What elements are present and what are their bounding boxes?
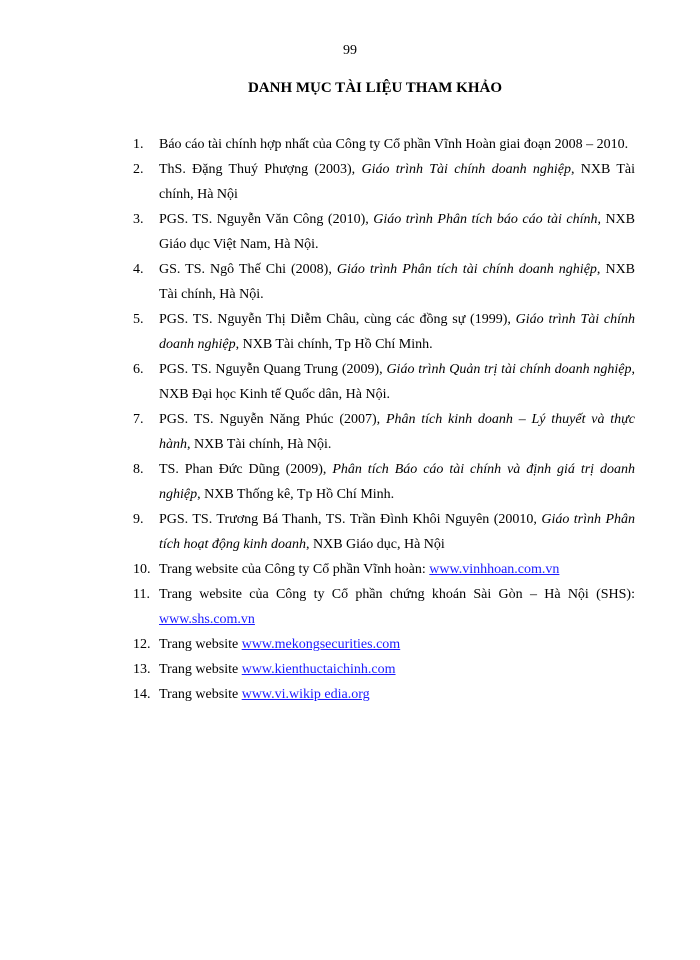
reference-author: PGS. TS. Trương Bá Thanh, TS. Trần Đình Khôi Nguyên (20010, xyxy=(159,512,542,527)
reference-number: 13. xyxy=(133,662,151,677)
website-label: Trang website xyxy=(159,637,242,652)
reference-number: 12. xyxy=(133,637,151,652)
reference-item xyxy=(133,357,635,407)
reference-publisher: , NXB Giáo dục, Hà Nội xyxy=(306,537,445,552)
reference-title: Phân tích Báo cáo tài chính và định giá trị doanh nghiệp xyxy=(159,462,636,502)
reference-item xyxy=(133,132,635,157)
website-item xyxy=(133,557,635,582)
reference-title: Giáo trình Phân tích tài chính doanh nghiệp xyxy=(336,262,597,277)
reference-publisher: , NXB Tài chính, Hà Nội xyxy=(159,162,636,202)
website-item xyxy=(133,632,635,657)
reference-item xyxy=(133,157,635,207)
website-label: Trang website của Công ty Cổ phần chứng khoán Sài Gòn – Hà Nội (SHS): xyxy=(159,587,635,602)
website-label: Trang website xyxy=(159,687,242,702)
reference-number: 7. xyxy=(133,412,144,427)
reference-title: Giáo trình Phân tích hoạt động kinh doanh xyxy=(159,512,636,552)
page-title: DANH MỤC TÀI LIỆU THAM KHẢO xyxy=(247,80,503,96)
reference-publisher: , NXB Đại học Kinh tế Quốc dân, Hà Nội. xyxy=(159,362,635,402)
reference-number: 4. xyxy=(133,262,144,277)
website-link[interactable]: www.vinhhoan.com.vn xyxy=(429,562,560,577)
reference-number: 5. xyxy=(133,312,144,327)
reference-title: Phân tích kinh doanh – Lý thuyết và thực hành xyxy=(159,412,635,452)
reference-publisher: , NXB Tài chính, Hà Nội. xyxy=(159,262,636,302)
page-number: 99 xyxy=(343,43,357,58)
reference-title: Giáo trình Tài chính doanh nghiệp xyxy=(159,312,635,352)
reference-author: PGS. TS. Nguyễn Văn Công (2010), xyxy=(159,212,374,227)
website-link[interactable]: www.kienthuctaichinh.com xyxy=(241,662,396,677)
reference-number: 8. xyxy=(133,462,144,477)
reference-item xyxy=(133,507,635,557)
reference-item xyxy=(133,407,635,457)
website-link[interactable]: www.shs.com.vn xyxy=(159,612,255,627)
reference-publisher: , NXB Tài chính, Tp Hồ Chí Minh. xyxy=(235,337,433,352)
reference-author: PGS. TS. Nguyễn Quang Trung (2009), xyxy=(159,362,387,377)
reference-author: TS. Phan Đức Dũng (2009), xyxy=(159,462,333,477)
reference-item xyxy=(133,257,635,307)
reference-number: 6. xyxy=(133,362,144,377)
reference-author: PGS. TS. Nguyễn Năng Phúc (2007), xyxy=(159,412,386,427)
website-link[interactable]: www.mekongsecurities.com xyxy=(241,637,401,652)
reference-title: Giáo trình Quản trị tài chính doanh nghiệp xyxy=(386,362,632,377)
reference-number: 14. xyxy=(133,687,151,702)
reference-text: Báo cáo tài chính hợp nhất của Công ty Cổ phần Vĩnh Hoàn giai đoạn 2008 – 2010. xyxy=(159,137,629,152)
reference-number: 3. xyxy=(133,212,144,227)
reference-publisher: , NXB Tài chính, Hà Nội. xyxy=(187,437,332,452)
reference-publisher: , NXB Giáo dục Việt Nam, Hà Nội. xyxy=(159,212,636,252)
website-label: Trang website xyxy=(159,662,242,677)
reference-number: 10. xyxy=(133,562,151,577)
reference-item xyxy=(133,307,635,357)
reference-author: GS. TS. Ngô Thế Chi (2008), xyxy=(159,262,337,277)
reference-number: 9. xyxy=(133,512,144,527)
website-label: Trang website của Công ty Cổ phần Vĩnh hoàn: xyxy=(159,562,430,577)
reference-item xyxy=(133,457,635,507)
reference-publisher: , NXB Thống kê, Tp Hồ Chí Minh. xyxy=(197,487,395,502)
reference-number: 1. xyxy=(133,137,144,152)
website-link[interactable]: www.vi.wikip edia.org xyxy=(241,687,370,702)
website-item xyxy=(133,657,635,682)
website-item xyxy=(133,682,635,707)
reference-title: Giáo trình Tài chính doanh nghiệp xyxy=(361,162,571,177)
reference-list xyxy=(133,132,635,707)
reference-number: 11. xyxy=(133,587,150,602)
reference-author: PGS. TS. Nguyễn Thị Diễm Châu, cùng các đồng sự (1999), xyxy=(159,312,516,327)
reference-number: 2. xyxy=(133,162,144,177)
reference-title: Giáo trình Phân tích báo cáo tài chính xyxy=(373,212,598,227)
reference-author: ThS. Đặng Thuý Phượng (2003), xyxy=(159,162,362,177)
website-item xyxy=(133,582,635,632)
reference-item xyxy=(133,207,635,257)
